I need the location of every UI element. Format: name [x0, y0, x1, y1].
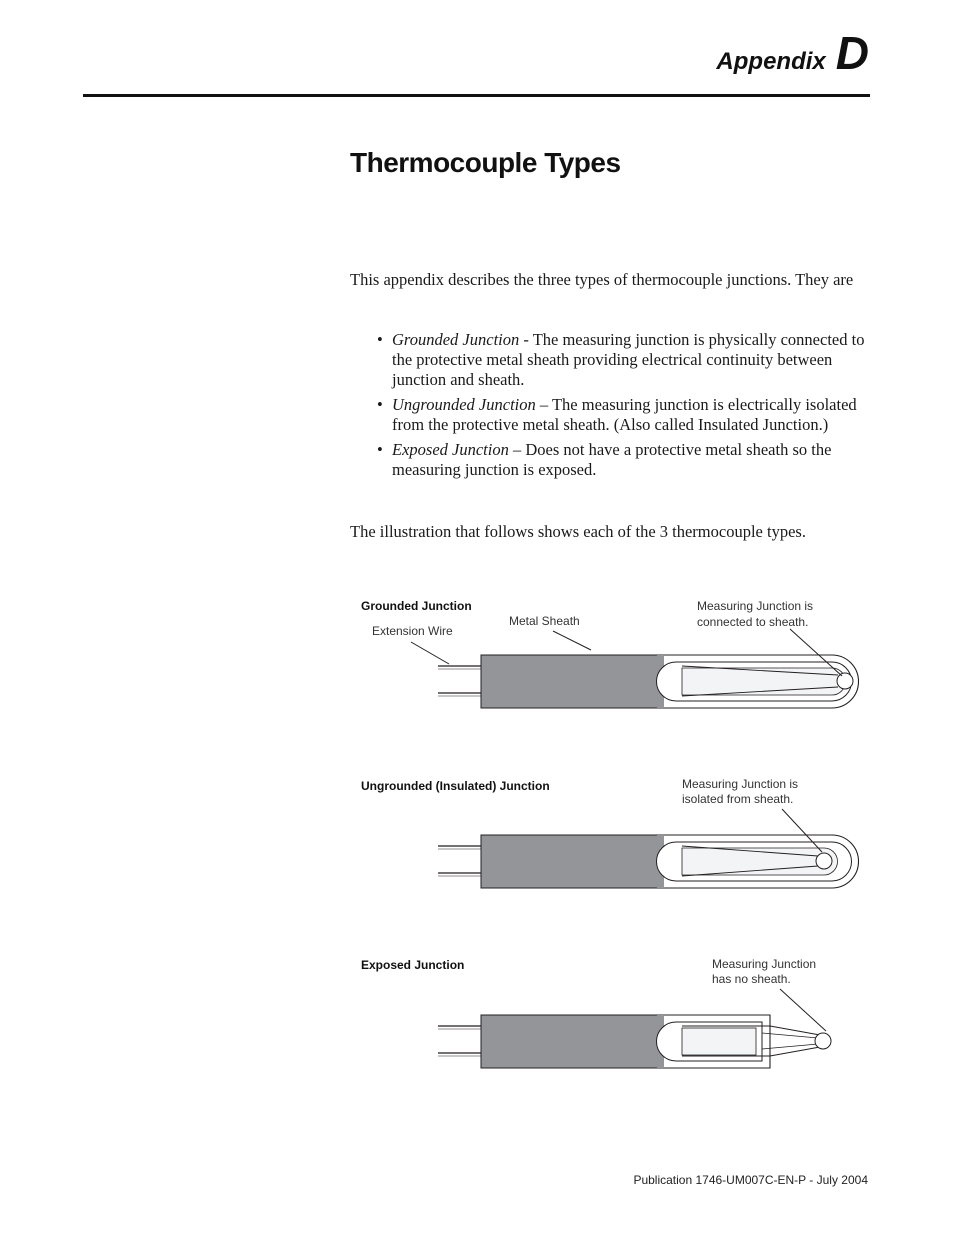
exposed-note-line-2: has no sheath.	[712, 972, 791, 986]
ungrounded-junction-diagram	[361, 777, 859, 888]
list-item-text: - The measuring junction is physically connected to the protective metal sheath providing electrical continuity between junction and sheath.	[392, 330, 865, 389]
intro-paragraph: This appendix describes the three types of thermocouple junctions. They are	[350, 270, 854, 289]
list-item-text: – Does not have a protective metal sheath so the measuring junction is exposed.	[392, 440, 832, 479]
exposed-title: Exposed Junction	[361, 958, 465, 972]
grounded-note-line-1: Measuring Junction is	[697, 599, 814, 613]
bullet-icon: •	[377, 440, 383, 459]
ungrounded-note-line-1: Measuring Junction is	[682, 777, 799, 791]
list-item-term: Exposed Junction	[392, 440, 509, 459]
appendix-letter: D	[835, 27, 869, 79]
grounded-note-line-2: connected to sheath.	[697, 615, 809, 629]
exposed-junction-diagram	[361, 957, 831, 1068]
closing-paragraph: The illustration that follows shows each of the 3 thermocouple types.	[350, 522, 806, 541]
appendix-word: Appendix	[716, 48, 826, 75]
metal-sheath-label: Metal Sheath	[509, 614, 580, 628]
exposed-note-line-1: Measuring Junction	[712, 957, 817, 971]
publication-footer: Publication 1746-UM007C-EN-P - July 2004	[633, 1173, 868, 1187]
list-item-term: Grounded Junction	[392, 330, 520, 349]
bullet-icon: •	[377, 330, 383, 349]
grounded-title: Grounded Junction	[361, 599, 472, 613]
list-item-text: – The measuring junction is electrically isolated from the protective metal sheath. (Also called Insulated Junction.)	[392, 395, 857, 434]
extension-wire-label: Extension Wire	[372, 624, 453, 638]
list-item-term: Ungrounded Junction	[392, 395, 536, 414]
page-title: Thermocouple Types	[350, 147, 621, 178]
bullet-icon: •	[377, 395, 383, 414]
ungrounded-title: Ungrounded (Insulated) Junction	[361, 779, 550, 793]
grounded-junction-diagram	[361, 599, 859, 708]
ungrounded-note-line-2: isolated from sheath.	[682, 792, 794, 806]
